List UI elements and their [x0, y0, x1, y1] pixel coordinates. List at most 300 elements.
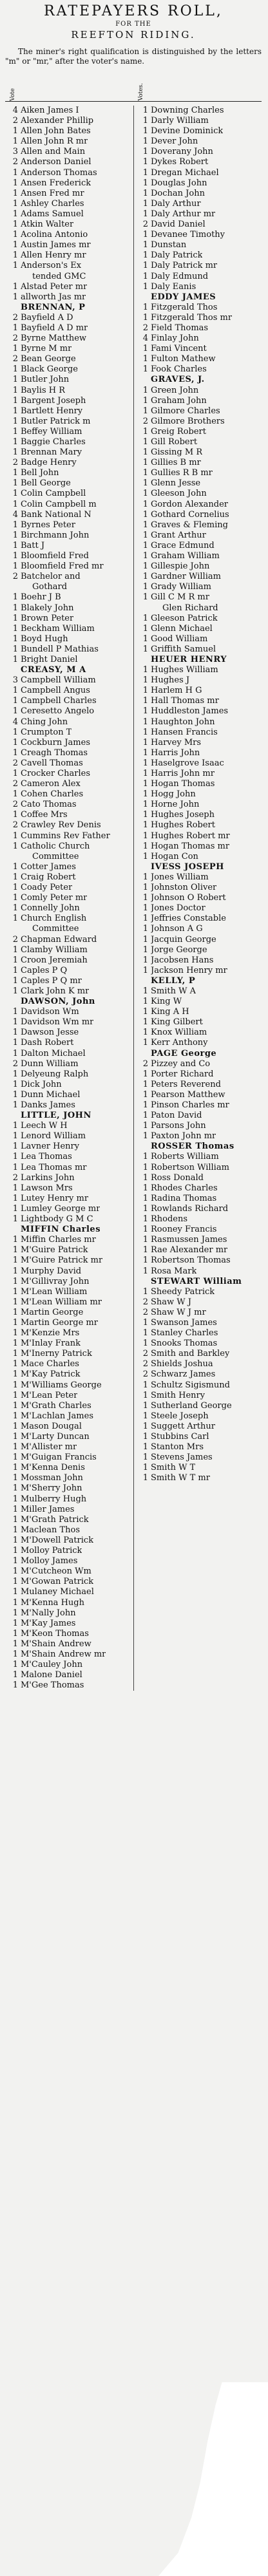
voter-name: Devine Dominick	[151, 126, 224, 136]
voter-name: Hughes J	[151, 675, 190, 686]
voter-row	[5, 1505, 131, 1515]
voter-name: Byrne M mr	[21, 344, 72, 354]
voter-row	[135, 116, 262, 126]
voter-name: Hogan Thomas mr	[151, 841, 230, 851]
voter-name: Peters Reverend	[151, 1079, 221, 1089]
voter-row	[5, 1204, 131, 1214]
vote-count: 1	[142, 1286, 148, 1297]
voter-row	[5, 1463, 131, 1473]
vote-count: 1	[12, 1100, 18, 1110]
voter-row	[5, 250, 131, 261]
voter-name: Bell George	[21, 478, 71, 489]
vote-count: 1	[12, 1432, 18, 1442]
voter-row	[135, 272, 262, 282]
voter-row	[135, 189, 262, 199]
voter-row	[135, 1059, 262, 1069]
vote-count: 1	[12, 1131, 18, 1142]
voter-name: Campbell Charles	[21, 696, 97, 706]
voter-name: Stanton Mrs	[151, 1442, 204, 1453]
voter-row	[135, 924, 262, 934]
vote-count: 1	[12, 281, 18, 292]
voter-name: Sutherland George	[151, 1400, 232, 1411]
voter-row	[5, 582, 131, 592]
vote-count: 1	[12, 1670, 18, 1680]
voter-row	[135, 1255, 262, 1266]
vote-count: 1	[12, 178, 18, 188]
vote-count: 1	[142, 136, 148, 147]
vote-count: 1	[142, 727, 148, 737]
voter-name: Jones Doctor	[151, 903, 206, 914]
vote-count: 1	[142, 924, 148, 934]
vote-count: 2	[12, 934, 18, 945]
voter-name: Graham John	[151, 395, 207, 406]
vote-count: 1	[12, 1514, 18, 1525]
voter-name: Paxton John mr	[151, 1131, 216, 1142]
voter-row	[135, 1453, 262, 1463]
vote-count: 2	[12, 820, 18, 831]
voter-name: Kerr Anthony	[151, 1038, 208, 1048]
voter-name: Lutey Henry mr	[21, 1193, 89, 1203]
vote-count: 1	[142, 458, 148, 468]
voter-name: Haughton John	[151, 717, 215, 727]
voter-row	[5, 510, 131, 520]
voter-name: Rosa Mark	[151, 1266, 197, 1276]
voter-name: Fitzgerald Thos	[151, 302, 218, 312]
vote-count: 4	[12, 106, 18, 115]
voter-row	[5, 1038, 131, 1048]
voter-name: Baylis H R	[21, 385, 66, 395]
voter-name: Daly Patrick	[151, 250, 203, 261]
voter-row	[5, 323, 131, 334]
voter-name: Stubbins Carl	[151, 1432, 209, 1442]
vote-count: 1	[12, 1504, 18, 1514]
voter-name: Colin Campbell	[21, 489, 86, 499]
voter-row	[135, 945, 262, 955]
voter-name: Allen Henry mr	[21, 250, 86, 261]
vote-count: 1	[12, 1525, 18, 1535]
voter-name: Austin James mr	[21, 240, 91, 250]
voter-name: Hansen Francis	[151, 727, 218, 737]
voter-name: M'Lean William mr	[21, 1297, 102, 1307]
voter-name: Smith W T mr	[151, 1473, 210, 1483]
voter-row	[5, 1339, 131, 1349]
voter-row	[135, 1080, 262, 1090]
vote-count: 1	[12, 1400, 18, 1411]
voter-row	[135, 614, 262, 624]
voter-name: M'Dowell Patrick	[21, 1535, 94, 1545]
voter-name: Alexander Phillip	[21, 116, 94, 126]
vote-count: 1	[142, 1255, 148, 1266]
voter-name: Daly Patrick mr	[151, 261, 218, 271]
voter-name: Bayfield A D	[21, 312, 73, 323]
vote-count: 1	[12, 1566, 18, 1577]
voter-row	[135, 1017, 262, 1028]
vote-count: 1	[12, 1597, 18, 1608]
vote-count: 1	[142, 1235, 148, 1245]
voter-name: Molloy James	[21, 1556, 78, 1566]
voter-name: Byrnes Peter	[21, 520, 75, 530]
voter-name: Bundell P Mathias	[21, 644, 99, 654]
torn-page-corner	[158, 2382, 268, 2576]
vote-count: 1	[12, 696, 18, 706]
voter-row	[5, 396, 131, 406]
voter-row	[135, 178, 262, 189]
voter-row	[135, 500, 262, 510]
left-votes-heading: Vote	[10, 88, 16, 101]
voter-row	[135, 417, 262, 427]
voter-name: M'Allister mr	[21, 1442, 77, 1453]
vote-count: 1	[12, 893, 18, 903]
voter-name: M'Kenzie Mrs	[21, 1328, 80, 1339]
voter-name: M'Gillivray John	[21, 1276, 90, 1286]
voter-name: Catholic Church	[21, 841, 90, 851]
voter-row	[5, 106, 131, 116]
vote-count: 1	[12, 1286, 18, 1297]
voter-name: Radina Thomas	[151, 1193, 217, 1203]
vote-count: 1	[12, 1473, 18, 1483]
voter-name: Glenn Michael	[151, 623, 213, 634]
voter-row	[135, 1183, 262, 1194]
voter-row	[5, 1587, 131, 1597]
voter-name: M'Lean William	[21, 1286, 88, 1297]
voter-row	[5, 728, 131, 738]
vote-count: 1	[12, 1193, 18, 1203]
voter-row	[5, 1245, 131, 1255]
voter-row	[5, 1608, 131, 1619]
voter-row	[5, 945, 131, 955]
vote-count: 1	[142, 613, 148, 623]
voter-name: Daly Arthur mr	[151, 209, 216, 219]
voter-name: Gullies R B mr	[151, 468, 213, 478]
voter-name: Batchelor and	[21, 572, 81, 582]
voter-name: Gilmore Brothers	[151, 416, 225, 426]
voter-name: M'Gowan Patrick	[21, 1577, 94, 1587]
vote-count: 1	[142, 955, 148, 965]
vote-count: 1	[142, 437, 148, 447]
vote-count: 1	[12, 965, 18, 975]
vote-count: 1	[12, 437, 18, 447]
voter-row	[5, 1277, 131, 1287]
vote-count: 1	[12, 769, 18, 778]
vote-count: 1	[142, 1017, 148, 1028]
voter-row	[5, 1183, 131, 1194]
voter-name: Brennan Mary	[21, 447, 82, 458]
voter-name: M'Shain Andrew	[21, 1639, 91, 1649]
voter-name: Dalton Michael	[21, 1048, 86, 1058]
voter-name: Gothard	[32, 582, 68, 592]
voter-name: Rhodens	[151, 1214, 188, 1225]
voter-name: Badge Henry	[21, 458, 77, 468]
vote-count: 1	[12, 1245, 18, 1255]
voter-name: Gardner William	[151, 572, 221, 582]
voter-row	[5, 1142, 131, 1152]
voter-name: M'Cutcheon Wm	[21, 1566, 91, 1577]
voter-name: Daly Edmund	[151, 271, 209, 281]
voter-row	[135, 1007, 262, 1017]
voter-name: M'Lachlan James	[21, 1411, 93, 1421]
voter-row	[5, 1391, 131, 1401]
voter-row	[5, 1049, 131, 1059]
vote-count: 1	[12, 1442, 18, 1453]
voter-row	[5, 572, 131, 582]
voter-row	[135, 364, 262, 375]
voter-name: Ansen Frederick	[21, 178, 91, 188]
voter-row	[5, 696, 131, 706]
vote-count: 1	[12, 1359, 18, 1369]
voter-name: Colin Campbell m	[21, 499, 97, 509]
vote-count: 1	[12, 447, 18, 458]
voter-name: Smith and Barkley	[151, 1349, 230, 1359]
voter-row	[135, 1287, 262, 1297]
voter-row	[5, 603, 131, 614]
voter-name: Daly Eanis	[151, 281, 196, 292]
voter-row	[5, 1328, 131, 1339]
vote-count: 1	[12, 478, 18, 489]
voter-row	[135, 1359, 262, 1369]
vote-count: 1	[142, 261, 148, 271]
voter-name: Pizzey and Co	[151, 1058, 211, 1069]
voter-name: allworth Jas mr	[21, 292, 86, 302]
voter-row	[5, 831, 131, 841]
vote-count: 1	[12, 883, 18, 893]
vote-count: 2	[142, 1058, 148, 1069]
voter-name: M'Grath Patrick	[21, 1514, 89, 1525]
vote-count: 1	[142, 167, 148, 178]
voter-row	[135, 468, 262, 478]
vote-count	[5, 665, 21, 675]
voter-row	[5, 1546, 131, 1556]
voter-name: Gothard Cornelius	[151, 509, 229, 520]
voter-name: Rooney Francis	[151, 1225, 217, 1235]
vote-count: 1	[12, 903, 18, 914]
voter-name: Johnson A G	[151, 924, 203, 934]
voter-row	[135, 520, 262, 531]
voter-row	[135, 136, 262, 147]
vote-count: 1	[12, 872, 18, 882]
vote-count: 1	[142, 1069, 148, 1079]
vote-count: 1	[142, 1111, 148, 1121]
voter-name: Dunn William	[21, 1058, 79, 1069]
voter-row	[135, 1090, 262, 1100]
voter-row	[5, 1442, 131, 1453]
voter-row	[5, 748, 131, 758]
voter-name: Bell John	[21, 468, 59, 478]
vote-count: 1	[12, 551, 18, 561]
vote-count: 1	[12, 1421, 18, 1431]
vote-count: 1	[142, 592, 148, 603]
voter-name: Finlay John	[151, 334, 199, 344]
vote-count: 1	[12, 489, 18, 499]
voter-row	[135, 831, 262, 841]
voter-name: Graham William	[151, 551, 220, 561]
vote-count	[135, 862, 151, 872]
vote-count: 1	[142, 1225, 148, 1235]
vote-count: 1	[12, 592, 18, 603]
vote-count: 1	[12, 209, 18, 219]
voter-name: M'Gee Thomas	[21, 1680, 84, 1691]
voter-row	[5, 1266, 131, 1277]
voter-name: Grant Arthur	[151, 530, 206, 540]
voter-name: Crawley Rev Denis	[21, 820, 101, 831]
vote-count: 1	[142, 883, 148, 893]
voter-row	[135, 126, 262, 136]
vote-count: 1	[142, 1121, 148, 1131]
voter-name: Dawson Jesse	[21, 1028, 79, 1038]
vote-count: 2	[12, 572, 18, 582]
voter-row	[5, 1494, 131, 1505]
voter-name: Huddleston James	[151, 706, 229, 717]
voter-row	[5, 862, 131, 872]
voter-row	[5, 1152, 131, 1162]
voter-row	[5, 334, 131, 344]
vote-count: 1	[142, 385, 148, 395]
vote-count: 1	[12, 1152, 18, 1162]
voter-name: Schultz Sigismund	[151, 1380, 230, 1390]
voter-row	[5, 1163, 131, 1173]
voter-name: Jackson Henry mr	[151, 965, 227, 975]
voter-name: Paton David	[151, 1111, 202, 1121]
section-heading: LITTLE, JOHN	[21, 1111, 91, 1121]
voter-row	[135, 106, 262, 116]
vote-count: 1	[12, 292, 18, 302]
voter-name: Campbell Angus	[21, 686, 90, 696]
vote-count	[5, 1225, 21, 1235]
voter-row	[135, 510, 262, 520]
voter-row	[5, 427, 131, 437]
vote-count: 1	[142, 696, 148, 706]
voter-name: M'Lean Peter	[21, 1390, 78, 1400]
vote-count: 1	[142, 997, 148, 1007]
voter-row	[5, 1556, 131, 1566]
voter-name: Ross Donald	[151, 1172, 204, 1183]
vote-count: 1	[142, 281, 148, 292]
voter-name: Pearson Matthew	[151, 1089, 225, 1100]
voter-name: Blakely John	[21, 603, 74, 613]
voter-name: Larkins John	[21, 1172, 75, 1183]
vote-count: 1	[142, 520, 148, 530]
voter-row	[135, 997, 262, 1007]
vote-count: 1	[12, 861, 18, 872]
voter-row	[5, 375, 131, 385]
vote-count: 1	[12, 841, 18, 851]
vote-count: 1	[12, 1038, 18, 1048]
vote-count: 1	[12, 240, 18, 250]
vote-count	[135, 603, 151, 614]
voter-row	[135, 872, 262, 883]
section-heading-row	[5, 665, 131, 675]
vote-count: 1	[142, 841, 148, 851]
vote-count: 1	[142, 914, 148, 924]
voter-row	[5, 478, 131, 489]
vote-count: 1	[142, 779, 148, 789]
vote-count: 1	[12, 1618, 18, 1628]
voter-name: Black George	[21, 364, 78, 375]
voter-row	[135, 966, 262, 976]
vote-count: 1	[142, 1463, 148, 1473]
voter-name: Caples P Q	[21, 965, 68, 975]
voter-name: Ching John	[21, 717, 68, 727]
voter-name: Dunstan	[151, 240, 187, 250]
vote-count: 1	[12, 250, 18, 261]
vote-count	[135, 1049, 151, 1059]
voter-name: Smith W T	[151, 1463, 196, 1473]
voter-row	[5, 779, 131, 789]
voter-name: Gillespie John	[151, 561, 210, 572]
voter-row	[5, 614, 131, 624]
vote-count: 1	[142, 250, 148, 261]
voter-name: Rhodes Charles	[151, 1183, 218, 1193]
section-heading-row	[5, 303, 131, 313]
voter-name: Rae Alexander mr	[151, 1245, 228, 1255]
voter-name: Connelly John	[21, 903, 80, 914]
voter-name: Glenn Jesse	[151, 478, 201, 489]
vote-count: 1	[12, 1017, 18, 1028]
voter-name: Crumpton T	[21, 727, 72, 737]
voter-name: Harris John mr	[151, 769, 215, 778]
vote-count: 1	[12, 654, 18, 664]
section-heading: KELLY, P	[151, 975, 196, 986]
section-heading-row	[135, 1277, 262, 1287]
voter-row	[135, 1463, 262, 1473]
voter-row	[5, 437, 131, 447]
vote-count: 1	[142, 1339, 148, 1349]
vote-count: 1	[142, 116, 148, 126]
voter-name: Gissing M R	[151, 447, 203, 458]
voter-name: Allen John Bates	[21, 126, 91, 136]
voter-name: Jones William	[151, 872, 209, 882]
voter-row	[135, 1173, 262, 1183]
voter-name: Baggie Charles	[21, 437, 86, 447]
vote-count: 4	[12, 509, 18, 520]
voter-name: Allen John R mr	[21, 136, 88, 147]
voter-name: Johnston Oliver	[151, 883, 217, 893]
vote-count: 1	[142, 447, 148, 458]
voter-row	[135, 303, 262, 313]
vote-count: 1	[12, 426, 18, 437]
voter-row	[135, 986, 262, 997]
vote-count: 1	[12, 1069, 18, 1079]
voter-name: Delyeung Ralph	[21, 1069, 89, 1079]
voter-row	[5, 1483, 131, 1494]
vote-count: 1	[12, 986, 18, 996]
voter-name: Snooks Thomas	[151, 1339, 218, 1349]
voter-row	[5, 189, 131, 199]
voter-name: Daly Arthur	[151, 198, 201, 209]
vote-count: 1	[142, 1007, 148, 1017]
voter-name: Danks James	[21, 1100, 75, 1110]
voter-name: Lavner Henry	[21, 1142, 80, 1152]
voter-row	[135, 168, 262, 178]
voter-name: Roberts William	[151, 1152, 219, 1162]
voter-row	[135, 354, 262, 364]
voter-name: Maclean Thos	[21, 1525, 80, 1535]
voter-name: Boehr J B	[21, 592, 61, 603]
vote-count: 1	[142, 1380, 148, 1390]
voter-name: Jorge George	[151, 945, 207, 955]
voter-row	[5, 261, 131, 271]
vote-count: 1	[12, 323, 18, 333]
voter-row	[135, 1028, 262, 1038]
voter-row	[135, 665, 262, 675]
voter-row	[135, 1297, 262, 1308]
voter-name: Graves & Fleming	[151, 520, 228, 530]
vote-count: 2	[12, 157, 18, 167]
voter-name: Stanley Charles	[151, 1328, 218, 1339]
voter-name: Stevens James	[151, 1453, 213, 1463]
voter-name: Clamby William	[21, 945, 88, 955]
voter-name: Schwarz James	[151, 1369, 216, 1380]
voter-row	[135, 592, 262, 603]
